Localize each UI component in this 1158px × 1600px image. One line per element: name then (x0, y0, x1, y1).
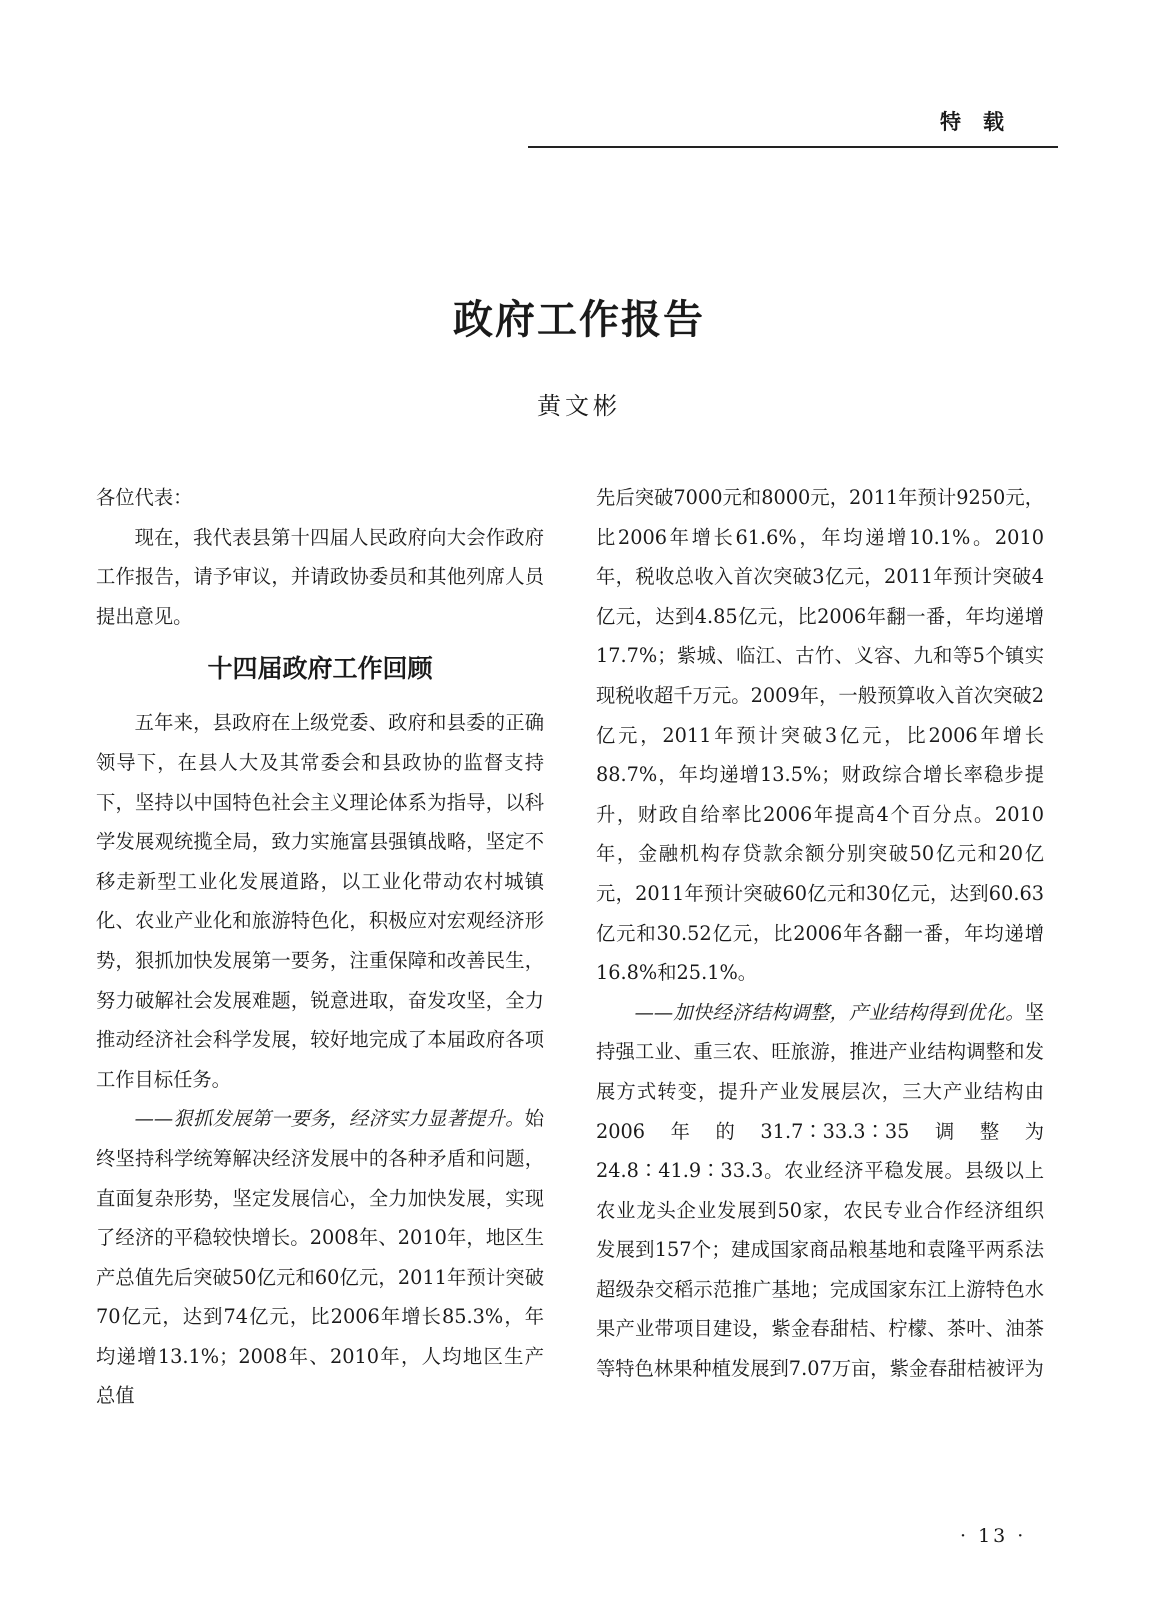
economy-body: 始终坚持科学统筹解决经济发展中的各种矛盾和问题，直面复杂形势，坚定发展信心，全力加快发展，实现了经济的平稳较快增长。2008年、2010年，地区生产总值先后突破50亿元和60亿元，2011年预计突破70亿元，达到74亿元，比2006年增长85.3%，年均递增13.1%；2008年、2010年，人均地区生产总值 (96, 1107, 544, 1408)
structure-lead: ——加快经济结构调整，产业结构得到优化。 (634, 1000, 1025, 1024)
economy-lead: ——狠抓发展第一要务，经济实力显著提升。 (134, 1107, 525, 1131)
structure-paragraph (596, 993, 1044, 1389)
economy-paragraph (96, 1099, 544, 1416)
structure-body: 坚持强工业、重三农、旺旅游，推进产业结构调整和发展方式转变，提升产业发展层次，三大产业结构由2006年的31.7∶33.3∶35调整为24.8∶41.9∶33.3。农业经济平稳发展。县级以上农业龙头企业发展到50家，农民专业合作经济组织发展到157个；建成国家商品粮基地和袁隆平两系法超级杂交稻示范推广基地；完成国家东江上游特色水果产业带项目建设，紫金春甜桔、柠檬、茶叶、油茶等特色林果种植发展到7.07万亩，紫金春甜桔被评为 (596, 1000, 1044, 1381)
section-heading: 十四届政府工作回顾 (207, 654, 433, 684)
author-name: 黄文彬 (537, 392, 621, 420)
intro-paragraph: 现在，我代表县第十四届人民政府向大会作政府工作报告，请予审议，并请政协委员和其他列席人员提出意见。 (96, 525, 544, 628)
left-column (96, 478, 544, 1416)
right-column (596, 478, 1044, 1389)
document-title: 政府工作报告 (453, 296, 705, 343)
salutation: 各位代表： (96, 486, 193, 509)
section-label: 特载 (940, 110, 1026, 134)
page-number: · 13 · (960, 1525, 1027, 1547)
economy-continued-paragraph: 先后突破7000元和8000元，2011年预计9250元，比2006年增长61.6%，年均递增10.1%。2010年，税收总收入首次突破3亿元，2011年预计突破4亿元，达到4.85亿元，比2006年翻一番，年均递增17.7%；紫城、临江、古竹、义容、九和等5个镇实现税收超千万元。2009年，一般预算收入首次突破2亿元，2011年预计突破3亿元，比2006年增长88.7%，年均递增13.5%；财政综合增长率稳步提升，财政自给率比2006年提高4个百分点。2010年，金融机构存贷款余额分别突破50亿元和20亿元，2011年预计突破60亿元和30亿元，达到60.63亿元和30.52亿元，比2006年各翻一番，年均递增16.8%和25.1%。 (596, 486, 1044, 985)
review-paragraph: 五年来，县政府在上级党委、政府和县委的正确领导下，在县人大及其常委会和县政协的监督支持下，坚持以中国特色社会主义理论体系为指导，以科学发展观统揽全局，致力实施富县强镇战略，坚定不移走新型工业化发展道路，以工业化带动农村城镇化、农业产业化和旅游特色化，积极应对宏观经济形势，狠抓加快发展第一要务，注重保障和改善民生，努力破解社会发展难题，锐意进取，奋发攻坚，全力推动经济社会科学发展，较好地完成了本届政府各项工作目标任务。 (96, 711, 544, 1091)
header-rule (528, 146, 1058, 148)
